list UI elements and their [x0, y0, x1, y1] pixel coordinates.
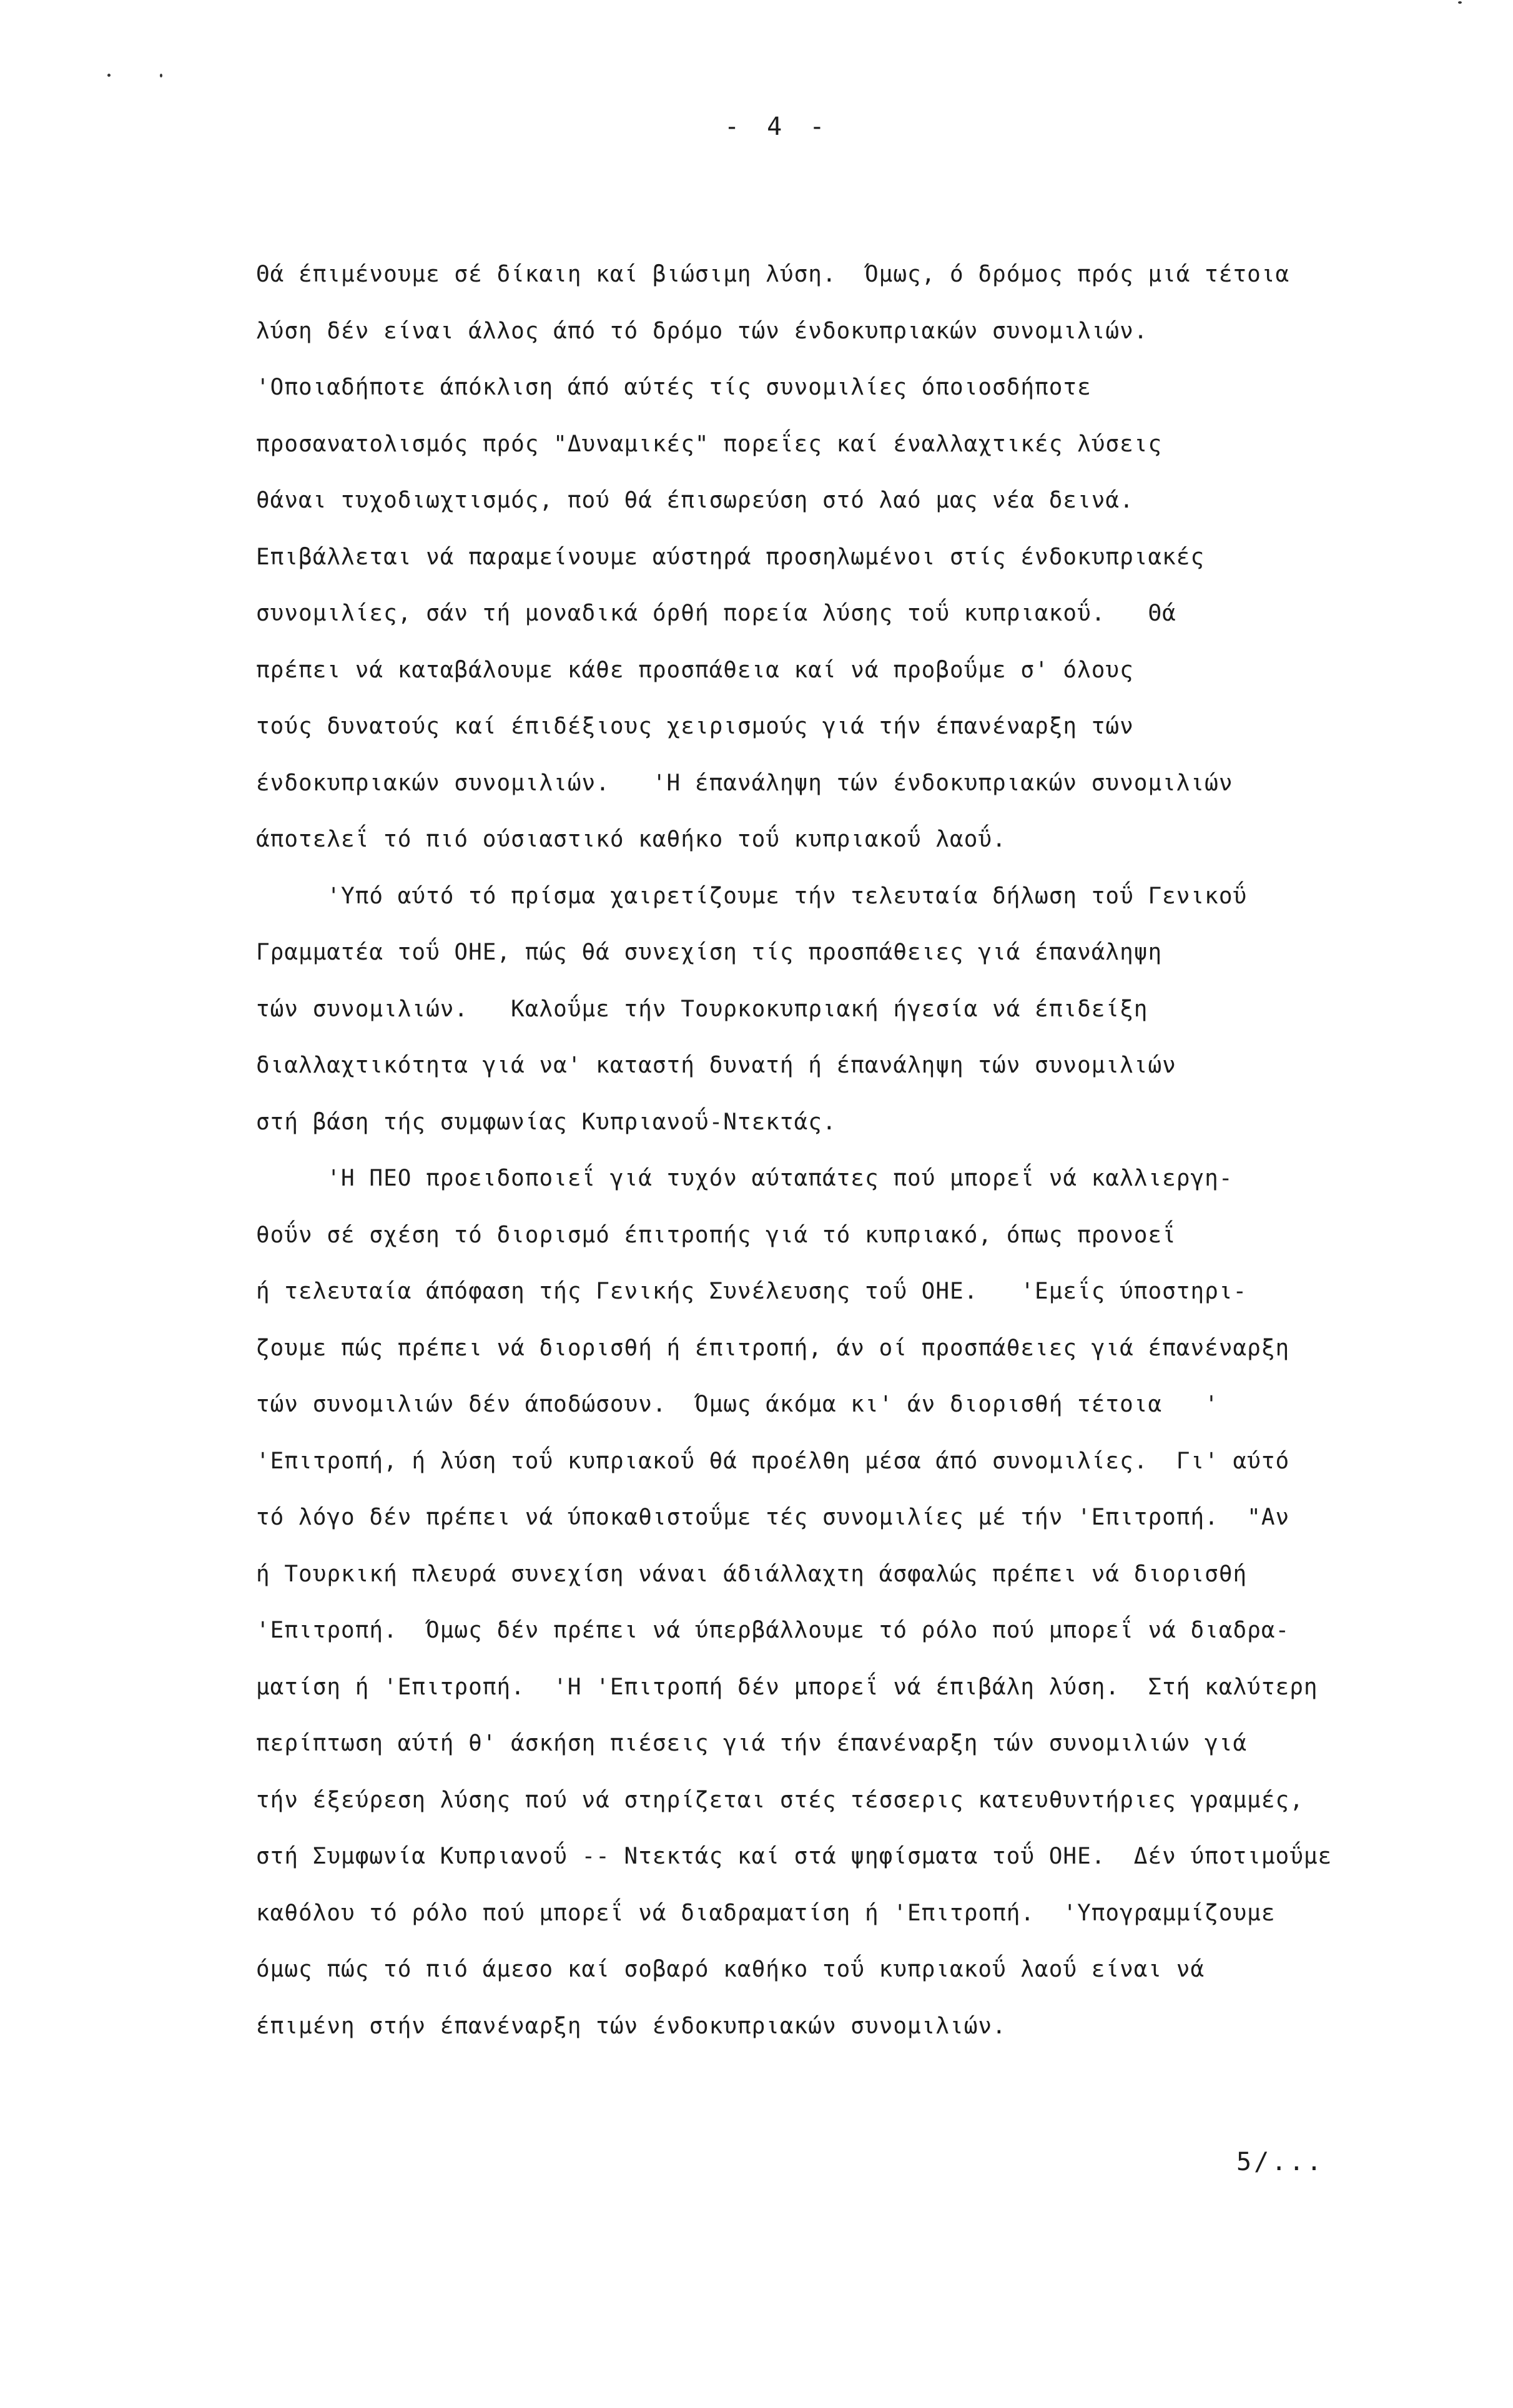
text-line: τήν έξεύρεση λύσης πού νά στηρίζεται στές τέσσερις κατευθυντήριες γραμμές,	[256, 1787, 1304, 1813]
text-line: 'Επιτροπή. Όμως δέν πρέπει νά ύπερβάλλουμε τό ρόλο πού μπορεΐ νά διαδρα-	[256, 1618, 1290, 1643]
text-line: ζουμε πώς πρέπει νά διορισθή ή έπιτροπή, άν οί προσπάθειες γιά έπανέναρξη	[256, 1335, 1290, 1361]
text-line: Επιβάλλεται νά παραμείνουμε αύστηρά προσηλωμένοι στίς ένδοκυπριακές	[256, 544, 1205, 570]
scan-speck	[160, 74, 162, 77]
text-line: συνομιλίες, σάν τή μοναδικά όρθή πορεία λύσης τοΰ κυπριακοΰ. Θά	[256, 601, 1176, 626]
text-line: λύση δέν είναι άλλος άπό τό δρόμο τών ένδοκυπριακών συνομιλιών.	[256, 318, 1148, 344]
text-line: τών συνομιλιών δέν άποδώσουν. Όμως άκόμα κι' άν διορισθή τέτοια '	[256, 1392, 1219, 1417]
text-line: 'Επιτροπή, ή λύση τοΰ κυπριακοΰ θά προέλθη μέσα άπό συνομιλίες. Γι' αύτό	[256, 1448, 1290, 1474]
text-line: 'Υπό αύτό τό πρίσμα χαιρετίζουμε τήν τελευταία δήλωση τοΰ Γενικοΰ	[256, 883, 1248, 909]
scan-speck	[107, 74, 111, 77]
text-line: πρέπει νά καταβάλουμε κάθε προσπάθεια καί νά προβοΰμε σ' όλους	[256, 657, 1134, 683]
text-line: τούς δυνατούς καί έπιδέξιους χειρισμούς γιά τήν έπανέναρξη τών	[256, 714, 1134, 739]
text-line: περίπτωση αύτή θ' άσκήση πιέσεις γιά τήν έπανέναρξη τών συνομιλιών γιά	[256, 1731, 1248, 1756]
text-line: Γραμματέα τοΰ ΟΗΕ, πώς θά συνεχίση τίς προσπάθειες γιά έπανάληψη	[256, 940, 1163, 965]
text-line: ματίση ή 'Επιτροπή. 'Η 'Επιτροπή δέν μπορεΐ νά έπιβάλη λύση. Στή καλύτερη	[256, 1674, 1318, 1700]
page-number: - 4 -	[724, 112, 831, 141]
continuation-marker: 5/...	[1236, 2148, 1324, 2176]
text-line: στή βάση τής συμφωνίας Κυπριανοΰ-Ντεκτάς.	[256, 1109, 837, 1135]
text-line: άποτελεΐ τό πιό ούσιαστικό καθήκο τοΰ κυπριακοΰ λαοΰ.	[256, 827, 1007, 852]
scan-speck	[1458, 1, 1462, 4]
text-line: έπιμένη στήν έπανέναρξη τών ένδοκυπριακών συνομιλιών.	[256, 2013, 1007, 2039]
text-line: προσανατολισμός πρός "Δυναμικές" πορεΐες καί έναλλαχτικές λύσεις	[256, 431, 1163, 457]
text-line: 'Η ΠΕΟ προειδοποιεΐ γιά τυχόν αύταπάτες πού μπορεΐ νά καλλιεργη-	[256, 1166, 1233, 1191]
text-line: ή τελευταία άπόφαση τής Γενικής Συνέλευσης τοΰ ΟΗΕ. 'Εμεΐς ύποστηρι-	[256, 1279, 1248, 1304]
text-line: στή Συμφωνία Κυπριανοΰ -- Ντεκτάς καί στά ψηφίσματα τοΰ ΟΗΕ. Δέν ύποτιμοΰμε	[256, 1844, 1333, 1869]
text-line: καθόλου τό ρόλο πού μπορεΐ νά διαδραματίση ή 'Επιτροπή. 'Υπογραμμίζουμε	[256, 1900, 1276, 1926]
text-line: τό λόγο δέν πρέπει νά ύποκαθιστοΰμε τές συνομιλίες μέ τήν 'Επιτροπή. "Αν	[256, 1505, 1290, 1530]
text-line: ή Τουρκική πλευρά συνεχίση νάναι άδιάλλαχτη άσφαλώς πρέπει νά διορισθή	[256, 1561, 1248, 1587]
text-line: όμως πώς τό πιό άμεσο καί σοβαρό καθήκο τοΰ κυπριακοΰ λαοΰ είναι νά	[256, 1957, 1205, 1982]
text-line: ένδοκυπριακών συνομιλιών. 'Η έπανάληψη τών ένδοκυπριακών συνομιλιών	[256, 770, 1233, 796]
text-line: θάναι τυχοδιωχτισμός, πού θά έπισωρεύση στό λαό μας νέα δεινά.	[256, 488, 1134, 513]
text-line: θοΰν σέ σχέση τό διορισμό έπιτροπής γιά τό κυπριακό, όπως προνοεΐ	[256, 1222, 1176, 1248]
text-line: τών συνομιλιών. Καλοΰμε τήν Τουρκοκυπριακή ήγεσία νά έπιδείξη	[256, 996, 1148, 1022]
text-line: 'Οποιαδήποτε άπόκλιση άπό αύτές τίς συνομιλίες όποιοσδήποτε	[256, 375, 1092, 400]
text-line: Θά έπιμένουμε σέ δίκαιη καί βιώσιμη λύση. Όμως, ό δρόμος πρός μιά τέτοια	[256, 262, 1290, 287]
text-line: διαλλαχτικότητα γιά να' καταστή δυνατή ή έπανάληψη τών συνομιλιών	[256, 1053, 1176, 1078]
